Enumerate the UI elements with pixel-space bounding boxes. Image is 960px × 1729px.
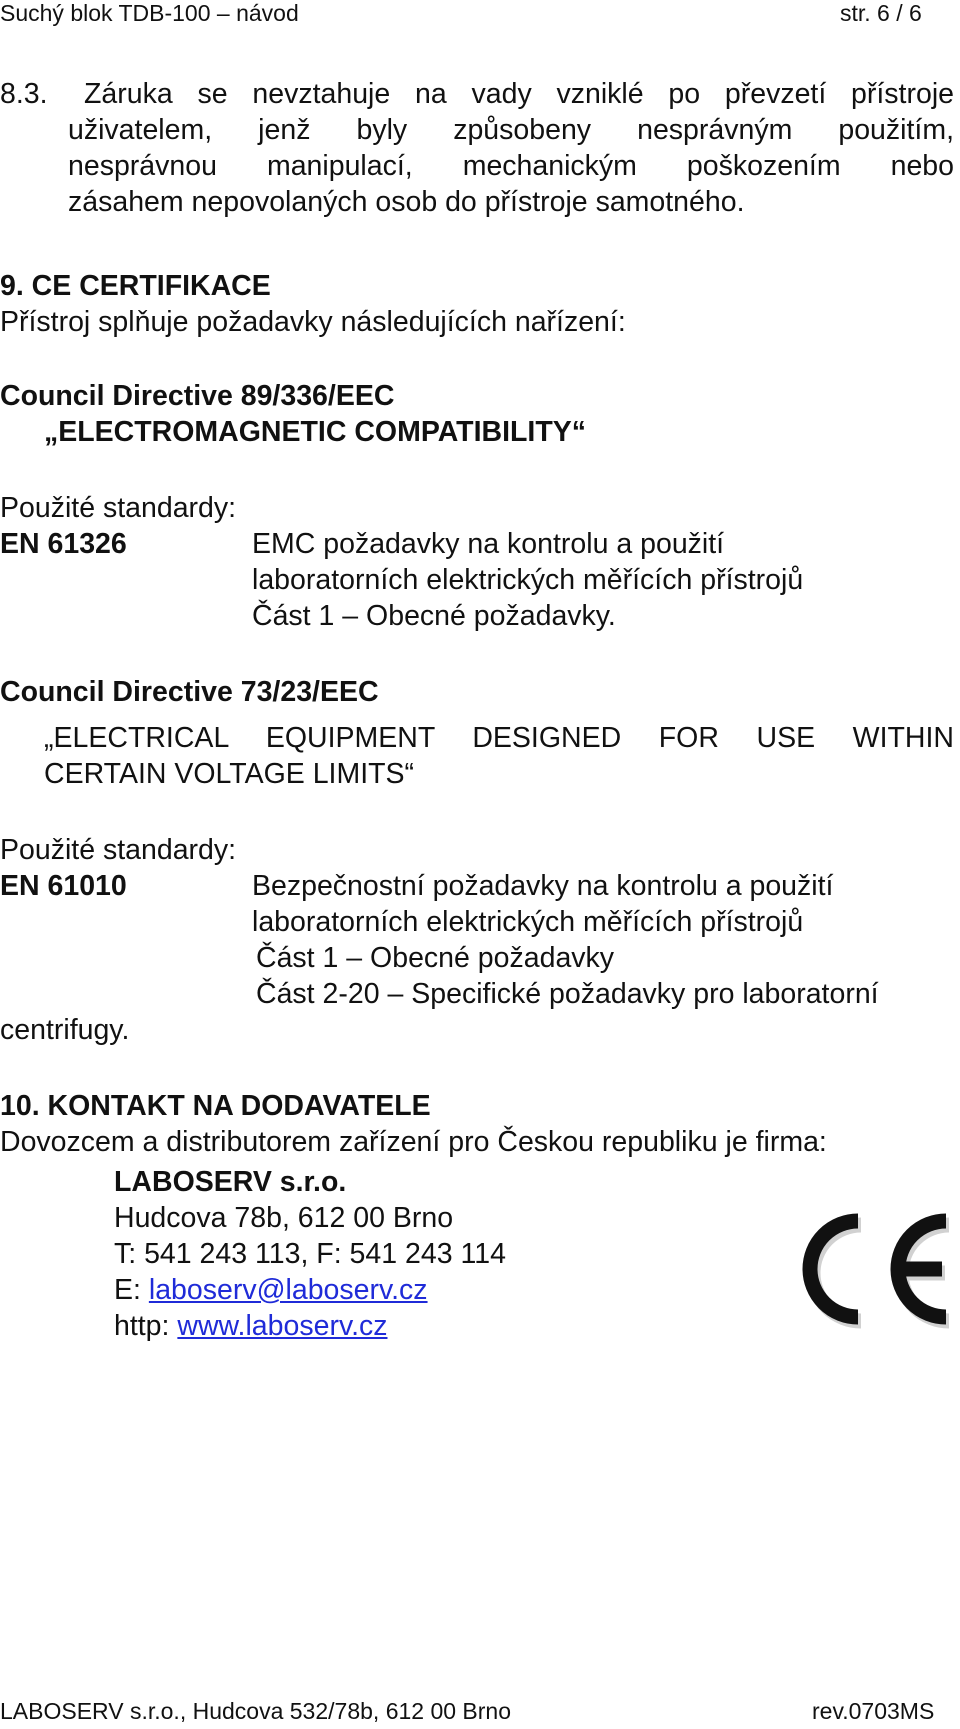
web-link[interactable]: www.laboserv.cz [177,1310,388,1342]
ce-section-heading: 9. CE CERTIFIKACE [0,270,271,302]
directive-1-desc-line-2: laboratorních elektrických měřících přístrojů [252,564,804,596]
directive-2-desc-line-4: Část 2-20 – Specifické požadavky pro laboratorní [256,978,879,1010]
directive-2-desc-line-3: Část 1 – Obecné požadavky [256,942,615,974]
directive-1-standard-code: EN 61326 [0,528,127,560]
web-prefix: http: [114,1310,178,1342]
directive-1-desc-line-1: EMC požadavky na kontrolu a použití [252,528,725,560]
directive-2-name-line-2: CERTAIN VOLTAGE LIMITS“ [44,758,415,790]
warranty-line-4: zásahem nepovolaných osob do přístroje samotného. [68,186,745,218]
warranty-line-1: Záruka se nevztahuje na vady vzniklé po převzetí přístroje [84,78,954,110]
directive-2-desc-line-2: laboratorních elektrických měřících přístrojů [252,906,804,938]
directive-2-desc-line-1: Bezpečnostní požadavky na kontrolu a použití [252,870,834,902]
footer-revision: rev.0703MS [812,1698,935,1724]
directive-2-desc-line-5: centrifugy. [0,1014,130,1046]
email-prefix: E: [114,1274,149,1306]
company-email-line [114,1272,428,1308]
company-address: Hudcova 78b, 612 00 Brno [114,1202,454,1234]
ce-mark-icon [796,1205,956,1335]
contact-heading: 10. KONTAKT NA DODAVATELE [0,1090,431,1122]
email-link[interactable]: laboserv@laboserv.cz [148,1274,428,1306]
directive-1-desc-line-3: Část 1 – Obecné požadavky. [252,600,616,632]
directive-2-standards-label: Použité standardy: [0,834,237,866]
contact-intro: Dovozcem a distributorem zařízení pro Českou republiku je firma: [0,1126,827,1158]
company-web-line [114,1308,388,1344]
header-doc-title: Suchý blok TDB-100 – návod [0,0,299,26]
warranty-line-3: nesprávnou manipulací, mechanickým poškozením nebo [68,150,954,182]
directive-1-title: Council Directive 89/336/EEC [0,380,395,412]
warranty-line-2: uživatelem, jenž byly způsobeny nesprávným použitím, [68,114,954,146]
directive-2-title: Council Directive 73/23/EEC [0,676,379,708]
footer-company: LABOSERV s.r.o., Hudcova 532/78b, 612 00 Brno [0,1698,512,1724]
ce-section-intro: Přístroj splňuje požadavky následujících nařízení: [0,306,626,338]
directive-1-standards-label: Použité standardy: [0,492,237,524]
directive-2-standard-code: EN 61010 [0,870,127,902]
company-phone: T: 541 243 113, F: 541 243 114 [114,1238,506,1270]
company-name: LABOSERV s.r.o. [114,1166,347,1198]
directive-1-name: „ELECTROMAGNETIC COMPATIBILITY“ [44,416,587,448]
header-page-number: str. 6 / 6 [840,0,922,26]
directive-2-name-line-1: „ELECTRICAL EQUIPMENT DESIGNED FOR USE WITHIN [44,722,954,754]
warranty-number: 8.3. [0,78,48,110]
